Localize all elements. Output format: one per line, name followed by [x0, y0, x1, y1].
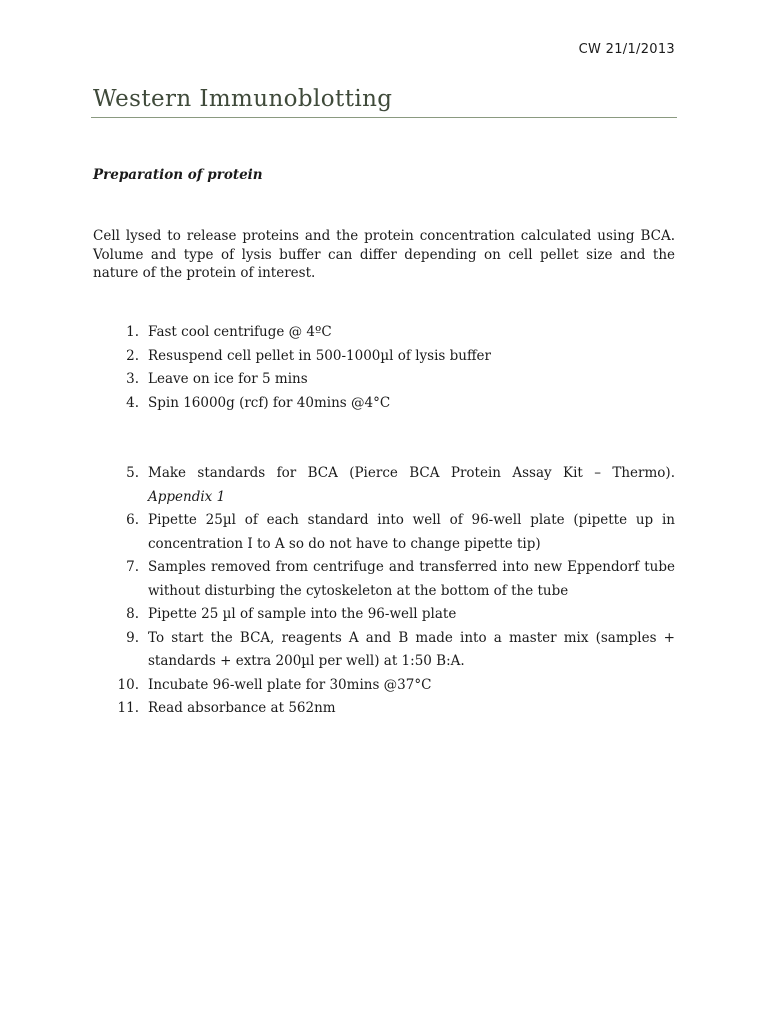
list-item [93, 509, 675, 556]
step-text: Fast cool centrifuge @ 4ºC [148, 324, 332, 340]
step-text: Incubate 96-well plate for 30mins @37°C [148, 676, 432, 693]
list-item [93, 462, 675, 509]
list-item [93, 368, 675, 392]
list-item [93, 697, 675, 721]
intro-paragraph: Cell lysed to release proteins and the protein concentration calculated using BCA. Volume and type of lysis buffer can differ depending on cell pellet size and the nature of the protein of interest. [93, 228, 675, 281]
steps-list-second [93, 462, 675, 721]
step-number: 1. [126, 324, 139, 340]
step-number: 10. [117, 676, 139, 693]
step-text: Samples removed from centrifuge and transferred into new Eppendorf tube without disturbing the cytoskeleton at the bottom of the tube [148, 559, 675, 599]
list-item [93, 392, 675, 416]
list-item [93, 627, 675, 674]
step-number: 9. [126, 629, 139, 646]
page-title: Western Immunoblotting [93, 86, 393, 112]
document-reference: CW 21/1/2013 [578, 42, 675, 57]
step-text: To start the BCA, reagents A and B made into a master mix (samples + standards + extra 200µl per well) at 1:50 B:A. [148, 629, 675, 669]
appendix-reference: Appendix 1 [148, 488, 226, 505]
list-item [93, 674, 675, 698]
step-text: Spin 16000g (rcf) for 40mins @4°C [148, 394, 391, 411]
step-number: 5. [126, 465, 139, 481]
step-number: 7. [126, 559, 139, 575]
list-item [93, 603, 675, 627]
title-divider [91, 117, 677, 118]
step-number: 8. [126, 606, 139, 622]
step-number: 6. [126, 512, 139, 528]
step-number: 3. [126, 371, 139, 387]
step-text: Read absorbance at 562nm [148, 700, 336, 716]
step-text: Leave on ice for 5 mins [148, 371, 308, 387]
list-item [93, 556, 675, 603]
step-text: Make standards for BCA (Pierce BCA Protein Assay Kit – Thermo). [148, 465, 675, 481]
list-item [93, 321, 675, 345]
step-number: 2. [126, 347, 139, 364]
steps-list-first [93, 321, 675, 415]
step-number: 11. [117, 700, 139, 716]
step-number: 4. [126, 394, 139, 411]
list-item [93, 345, 675, 369]
step-text: Resuspend cell pellet in 500-1000µl of lysis buffer [148, 347, 491, 364]
section-heading: Preparation of protein [93, 167, 263, 183]
step-text: Pipette 25 µl of sample into the 96-well plate [148, 606, 457, 622]
step-text: Pipette 25µl of each standard into well of 96-well plate (pipette up in concentration I to A so do not have to change pipette tip) [148, 512, 675, 552]
